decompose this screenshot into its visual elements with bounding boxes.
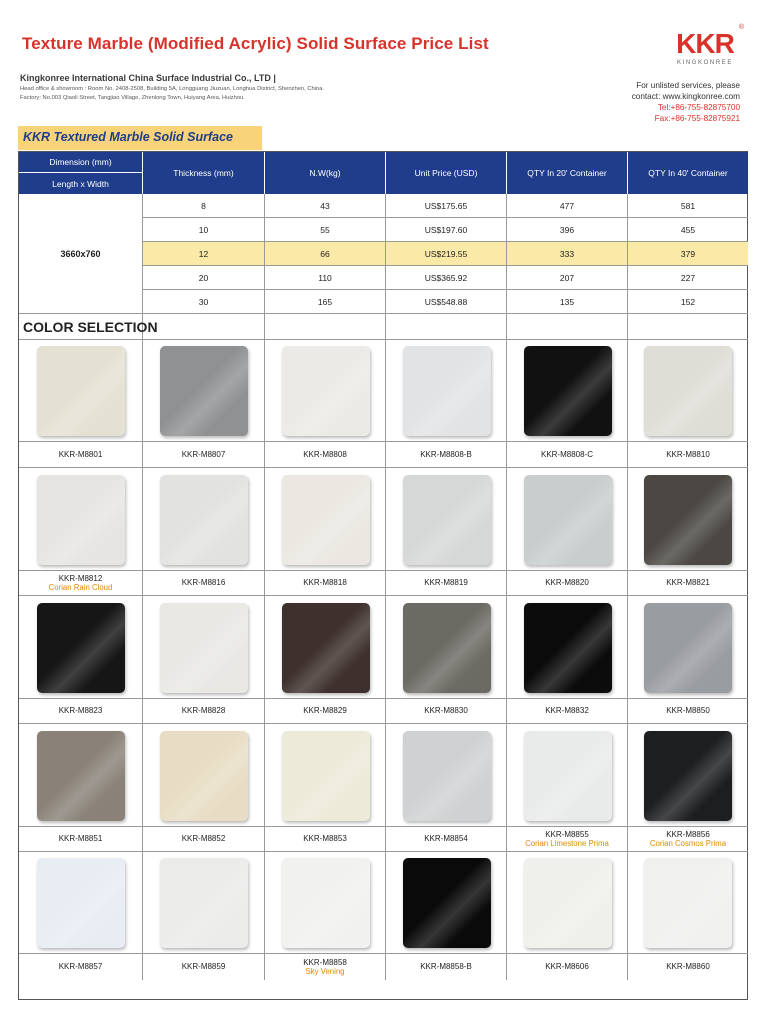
color-label xyxy=(507,954,628,980)
color-label xyxy=(265,571,386,596)
header-qty-40: QTY In 40' Container xyxy=(628,152,748,194)
color-code: KKR-M8808 xyxy=(303,449,347,459)
marble-swatch[interactable] xyxy=(160,731,248,821)
color-swatch-cell xyxy=(386,724,507,827)
color-code: KKR-M8858-B xyxy=(420,962,472,972)
color-swatch-cell xyxy=(143,852,265,954)
color-label xyxy=(265,954,386,980)
color-label xyxy=(19,442,143,468)
color-code: KKR-M8852 xyxy=(181,834,226,844)
price-cell: US$365.92 xyxy=(386,266,507,290)
color-code: KKR-M8816 xyxy=(181,578,226,588)
color-code: KKR-M8828 xyxy=(181,706,226,716)
logo-brand: KINGKONREE xyxy=(676,60,733,66)
qty40-cell: 152 xyxy=(628,290,748,314)
color-code: KKR-M8606 xyxy=(545,962,589,972)
empty-cell xyxy=(143,314,265,340)
color-code: KKR-M8810 xyxy=(666,449,710,459)
contact-tel: Tel:+86-755-82875700 xyxy=(657,103,740,112)
marble-swatch[interactable] xyxy=(403,731,491,821)
color-swatch-cell xyxy=(628,468,748,571)
section-title: KKR Textured Marble Solid Surface xyxy=(18,126,262,150)
qty40-cell: 581 xyxy=(628,194,748,218)
empty-cell xyxy=(628,314,748,340)
color-swatch-cell xyxy=(507,724,628,827)
color-swatch-cell xyxy=(628,724,748,827)
head-office-address: Head office & showroom : Room No. 2408-2508, Building 5A, Longguang Jiuzuan, Longhua District, Shenzhen, China. xyxy=(20,86,325,92)
thickness-cell: 30 xyxy=(143,290,265,314)
color-code: KKR-M8808-C xyxy=(540,449,593,459)
color-label xyxy=(386,442,507,468)
color-code: KKR-M8819 xyxy=(424,578,468,588)
color-code: KKR-M8859 xyxy=(181,962,226,972)
color-swatch-cell xyxy=(265,468,386,571)
color-code: KKR-M8857 xyxy=(58,962,103,972)
empty-cell xyxy=(265,314,386,340)
color-code: KKR-M8860 xyxy=(666,962,710,972)
qty40-cell: 227 xyxy=(628,266,748,290)
price-table xyxy=(18,151,748,1000)
color-label xyxy=(265,827,386,852)
color-label xyxy=(507,442,628,468)
color-swatch-cell xyxy=(19,340,143,442)
logo-text: KKR xyxy=(676,28,734,59)
color-swatch-cell xyxy=(265,724,386,827)
header-thickness: Thickness (mm) xyxy=(143,152,265,194)
header-qty-20: QTY In 20' Container xyxy=(507,152,628,194)
qty20-cell: 396 xyxy=(507,218,628,242)
marble-swatch[interactable] xyxy=(282,731,370,821)
color-code: KKR-M8858 xyxy=(303,957,347,967)
contact-fax: Fax:+86-755-82875921 xyxy=(654,114,740,123)
color-code: KKR-M8818 xyxy=(303,578,347,588)
color-code: KKR-M8832 xyxy=(545,706,589,716)
marble-swatch[interactable] xyxy=(644,475,732,565)
price-cell: US$548.88 xyxy=(386,290,507,314)
marble-swatch[interactable] xyxy=(644,603,732,693)
marble-swatch[interactable] xyxy=(160,858,248,948)
header-length-width: Length x Width xyxy=(19,173,143,194)
weight-cell: 43 xyxy=(265,194,386,218)
color-label xyxy=(19,699,143,724)
marble-swatch[interactable] xyxy=(524,475,612,565)
header-net-weight: N.W(kg) xyxy=(265,152,386,194)
color-swatch-cell xyxy=(628,596,748,699)
color-label xyxy=(386,954,507,980)
color-swatch-cell xyxy=(507,852,628,954)
color-swatch-cell xyxy=(143,340,265,442)
qty40-cell: 455 xyxy=(628,218,748,242)
price-cell: US$175.65 xyxy=(386,194,507,218)
color-label xyxy=(507,827,628,852)
color-label xyxy=(386,699,507,724)
color-label xyxy=(265,699,386,724)
color-label xyxy=(19,954,143,980)
thickness-cell: 12 xyxy=(143,242,265,266)
color-code: KKR-M8854 xyxy=(424,834,468,844)
marble-swatch[interactable] xyxy=(160,346,248,436)
header-unit-price: Unit Price (USD) xyxy=(386,152,507,194)
color-label xyxy=(19,571,143,596)
color-code: KKR-M8851 xyxy=(58,834,103,844)
qty40-cell: 379 xyxy=(628,242,748,266)
page-title: Texture Marble (Modified Acrylic) Solid Surface Price List xyxy=(22,34,489,53)
color-swatch-cell xyxy=(19,852,143,954)
thickness-cell: 8 xyxy=(143,194,265,218)
contact-website[interactable]: contact: www.kingkonree.com xyxy=(631,92,740,101)
color-label xyxy=(143,827,265,852)
company-name: Kingkonree International China Surface Industrial Co., LTD | xyxy=(20,73,276,83)
color-swatch-cell xyxy=(386,340,507,442)
color-swatch-cell xyxy=(265,852,386,954)
color-code: KKR-M8801 xyxy=(58,449,103,459)
marble-swatch[interactable] xyxy=(403,858,491,948)
color-code: KKR-M8829 xyxy=(303,706,347,716)
marble-swatch[interactable] xyxy=(282,603,370,693)
color-code: KKR-M8812 xyxy=(58,573,103,583)
color-note: Corian Rain Cloud xyxy=(48,583,113,592)
color-label xyxy=(143,954,265,980)
color-swatch-cell xyxy=(386,468,507,571)
color-label xyxy=(507,699,628,724)
color-swatch-cell xyxy=(386,852,507,954)
color-label xyxy=(628,827,748,852)
price-cell: US$219.55 xyxy=(386,242,507,266)
weight-cell: 55 xyxy=(265,218,386,242)
color-selection-title: COLOR SELECTION xyxy=(19,314,143,340)
color-code: KKR-M8820 xyxy=(545,578,589,588)
color-note: Sky Vening xyxy=(305,967,345,976)
color-label xyxy=(628,954,748,980)
color-label xyxy=(386,827,507,852)
marble-swatch[interactable] xyxy=(524,858,612,948)
color-label xyxy=(628,571,748,596)
color-label xyxy=(143,442,265,468)
marble-swatch[interactable] xyxy=(160,475,248,565)
marble-swatch[interactable] xyxy=(37,475,125,565)
color-swatch-cell xyxy=(19,724,143,827)
qty20-cell: 477 xyxy=(507,194,628,218)
color-label xyxy=(628,699,748,724)
color-code: KKR-M8856 xyxy=(666,829,710,839)
marble-swatch[interactable] xyxy=(160,603,248,693)
marble-swatch[interactable] xyxy=(524,731,612,821)
price-cell: US$197.60 xyxy=(386,218,507,242)
marble-swatch[interactable] xyxy=(524,603,612,693)
marble-swatch[interactable] xyxy=(644,731,732,821)
dimension-value: 3660x760 xyxy=(19,194,143,314)
marble-swatch[interactable] xyxy=(403,346,491,436)
color-swatch-cell xyxy=(507,468,628,571)
marble-swatch[interactable] xyxy=(37,603,125,693)
color-label xyxy=(143,699,265,724)
marble-swatch[interactable] xyxy=(37,731,125,821)
color-label xyxy=(628,442,748,468)
color-swatch-cell xyxy=(628,340,748,442)
qty20-cell: 207 xyxy=(507,266,628,290)
marble-swatch[interactable] xyxy=(37,346,125,436)
color-label xyxy=(19,827,143,852)
color-swatch-cell xyxy=(19,596,143,699)
thickness-cell: 20 xyxy=(143,266,265,290)
kkr-logo xyxy=(664,24,746,76)
color-label xyxy=(143,571,265,596)
color-swatch-cell xyxy=(386,596,507,699)
empty-cell xyxy=(386,314,507,340)
contact-block xyxy=(632,80,740,124)
color-code: KKR-M8853 xyxy=(303,834,347,844)
header-dimension: Dimension (mm) xyxy=(19,152,143,173)
marble-swatch[interactable] xyxy=(403,603,491,693)
color-swatch-cell xyxy=(143,596,265,699)
marble-swatch[interactable] xyxy=(37,858,125,948)
contact-line1: For unlisted services, please xyxy=(636,81,740,90)
color-swatch-cell xyxy=(265,340,386,442)
empty-cell xyxy=(507,314,628,340)
color-code: KKR-M8808-B xyxy=(420,449,472,459)
marble-swatch[interactable] xyxy=(282,858,370,948)
color-label xyxy=(507,571,628,596)
weight-cell: 110 xyxy=(265,266,386,290)
qty20-cell: 135 xyxy=(507,290,628,314)
color-swatch-cell xyxy=(265,596,386,699)
color-label xyxy=(265,442,386,468)
marble-swatch[interactable] xyxy=(403,475,491,565)
color-code: KKR-M8821 xyxy=(666,578,710,588)
weight-cell: 165 xyxy=(265,290,386,314)
color-swatch-cell xyxy=(19,468,143,571)
color-note: Corian Limestone Prima xyxy=(525,839,609,848)
marble-swatch[interactable] xyxy=(524,346,612,436)
marble-swatch[interactable] xyxy=(282,346,370,436)
factory-address: Factory: No.003 Qiaoli Street, Tangjiao Village, Zhenlong Town, Huiyang Area, Huizhou. xyxy=(20,95,245,101)
registered-mark: ® xyxy=(738,24,744,31)
marble-swatch[interactable] xyxy=(644,346,732,436)
weight-cell: 66 xyxy=(265,242,386,266)
thickness-cell: 10 xyxy=(143,218,265,242)
marble-swatch[interactable] xyxy=(644,858,732,948)
color-code: KKR-M8855 xyxy=(545,829,589,839)
color-swatch-cell xyxy=(143,468,265,571)
color-code: KKR-M8807 xyxy=(181,449,226,459)
color-swatch-cell xyxy=(507,340,628,442)
color-swatch-cell xyxy=(628,852,748,954)
color-code: KKR-M8850 xyxy=(666,706,710,716)
qty20-cell: 333 xyxy=(507,242,628,266)
color-swatch-cell xyxy=(507,596,628,699)
color-code: KKR-M8830 xyxy=(424,706,468,716)
marble-swatch[interactable] xyxy=(282,475,370,565)
color-label xyxy=(386,571,507,596)
color-swatch-cell xyxy=(143,724,265,827)
color-note: Corian Cosmos Prima xyxy=(649,839,727,848)
color-code: KKR-M8823 xyxy=(58,706,103,716)
